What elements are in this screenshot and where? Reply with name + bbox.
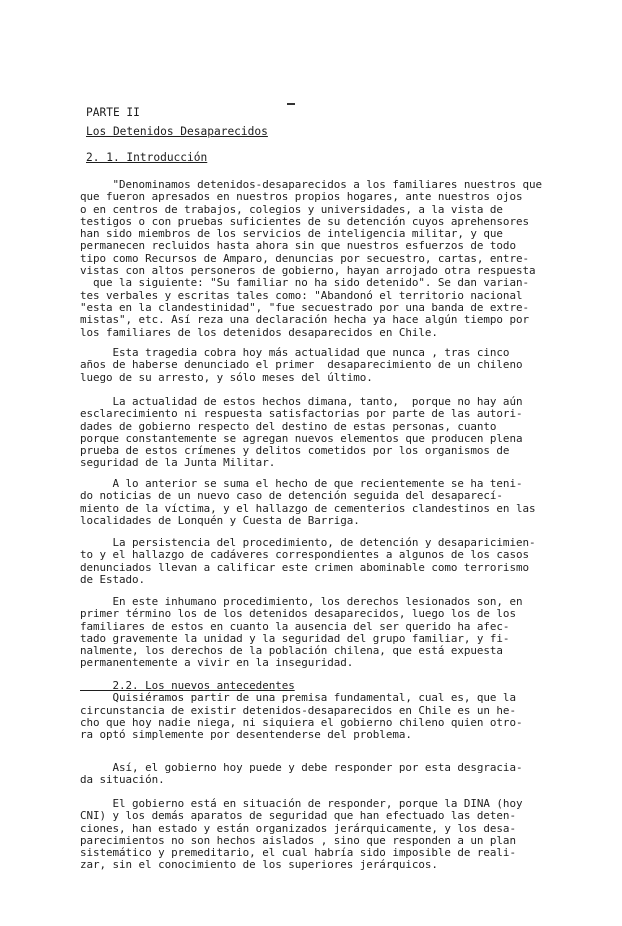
text-line: testigos o con pruebas suficientes de su detención cuyos aprehensores — [80, 214, 529, 228]
paragraph-7 — [80, 680, 580, 741]
paragraph-4 — [80, 478, 580, 527]
text-line: o en centros de trabajos, colegios y universidades, a la vista de — [80, 202, 503, 216]
text-line: de Estado. — [80, 572, 146, 586]
text-line: primer término los de los detenidos desaparecidos, luego los de los — [80, 607, 516, 621]
text-line: El gobierno está en situación de responder, porque la DINA (hoy — [80, 797, 523, 810]
text-line: tado gravemente la unidad y la seguridad del grupo familiar, y fi- — [80, 631, 510, 645]
text-line: miento de la víctima, y el hallazgo de cementerios clandestinos en las — [80, 501, 536, 515]
text-line: Quisiéramos partir de una premisa fundamental, cual es, que la — [80, 691, 516, 705]
stray-mark — [287, 103, 295, 105]
text-line: vistas con altos personeros de gobierno, hayan arrojado otra respuesta — [80, 264, 536, 278]
text-line: mistas", etc. Así reza una declaración hecha ya hace algún tiempo por — [80, 313, 529, 327]
text-line: denunciados llevan a calificar este crimen abominable como terrorismo — [80, 560, 529, 574]
text-line: A lo anterior se suma el hecho de que recientemente se ha teni- — [80, 477, 523, 490]
paragraph-5 — [80, 537, 580, 586]
text-line: La persistencia del procedimiento, de detención y desaparicimien- — [80, 536, 536, 549]
text-line: que la siguiente: "Su familiar no ha sido detenido". Se dan varian- — [80, 276, 529, 290]
text-line: seguridad de la Junta Militar. — [80, 456, 276, 470]
paragraph-3 — [80, 396, 580, 470]
text-line: circunstancia de existir detenidos-desaparecidos en Chile es un he- — [80, 703, 516, 717]
text-line: En este inhumano procedimiento, los derechos lesionados son, en — [80, 595, 523, 608]
text-line: dades de gobierno respecto del destino de estas personas, cuanto — [80, 419, 497, 433]
text-line: Así, el gobierno hoy puede y debe responder por esta desgracia- — [80, 761, 523, 774]
text-line: los familiares de los detenidos desaparecidos en Chile. — [80, 325, 438, 339]
paragraph-9 — [80, 798, 580, 872]
text-line: porque constantemente se agregan nuevos elementos que producen plena — [80, 431, 523, 445]
paragraph-8 — [80, 762, 580, 787]
text-line: que fueron apresados en nuestros propios hogares, ante nuestros ojos — [80, 190, 523, 204]
text-line: tipo como Recursos de Amparo, denuncias por secuestro, cartas, entre- — [80, 251, 529, 265]
paragraph-1 — [80, 179, 580, 339]
text-line: esclarecimiento ni respuesta satisfactorias por parte de las autori- — [80, 407, 523, 421]
part-heading: PARTE II — [86, 106, 140, 119]
text-line: sistemático y premeditario, el cual habría sido imposible de reali- — [80, 846, 516, 860]
subsection-title: 2. 1. Introducción — [86, 151, 208, 164]
text-line: nalmente, los derechos de la población chilena, que está expuesta — [80, 644, 503, 658]
text-line: prueba de estos crímenes y delitos cometidos por los organismos de — [80, 444, 510, 458]
text-line: luego de su arresto, y sólo meses del último. — [80, 370, 373, 384]
text-line: CNI) y los demás aparatos de seguridad que han efectuado las deten- — [80, 809, 516, 823]
text-line: Esta tragedia cobra hoy más actualidad que nunca , tras cinco — [80, 346, 510, 359]
text-line: permanentemente a vivir en la inseguridad. — [80, 656, 354, 670]
text-line: "esta en la clandestinidad", "fue secuestrado por una banda de extre- — [80, 300, 529, 314]
text-line: cho que hoy nadie niega, ni siquiera el gobierno chileno quien otro- — [80, 715, 523, 729]
text-line: zar, sin el conocimiento de los superiores jerárquicos. — [80, 858, 438, 872]
text-line: da situación. — [80, 773, 165, 787]
text-line: to y el hallazgo de cadáveres correspondientes a algunos de los casos — [80, 548, 529, 562]
text-line: "Denominamos detenidos-desaparecidos a los familiares nuestros que — [80, 178, 542, 191]
text-line: localidades de Lonquén y Cuesta de Barriga. — [80, 513, 360, 527]
text-line: han sido miembros de los servicios de inteligencia militar, y que — [80, 227, 503, 241]
text-line: parecimientos no son hechos aislados , sino que responden a un plan — [80, 833, 516, 847]
text-line: familiares de estos en cuanto la ausencia del ser querido ha afec- — [80, 619, 510, 633]
text-line: permanecen recluidos hasta ahora sin que nuestros esfuerzos de todo — [80, 239, 516, 253]
section-title: Los Detenidos Desaparecidos — [86, 125, 268, 138]
text-line: tes verbales y escritas tales como: "Abandonó el territorio nacional — [80, 288, 523, 302]
text-line: do noticias de un nuevo caso de detención seguida del desaparecí- — [80, 489, 503, 503]
text-line: ciones, han estado y están organizados jerárquicamente, y los desa- — [80, 821, 516, 835]
text-line: ra optó simplemente por desentenderse del problema. — [80, 728, 412, 742]
paragraph-2 — [80, 347, 580, 384]
paragraph-6 — [80, 596, 580, 670]
text-line: La actualidad de estos hechos dimana, tanto, porque no hay aún — [80, 395, 523, 408]
text-line: años de haberse denunciado el primer desaparecimiento de un chileno — [80, 358, 523, 372]
subsection-heading-2-2: 2.2. Los nuevos antecedentes — [80, 679, 295, 692]
